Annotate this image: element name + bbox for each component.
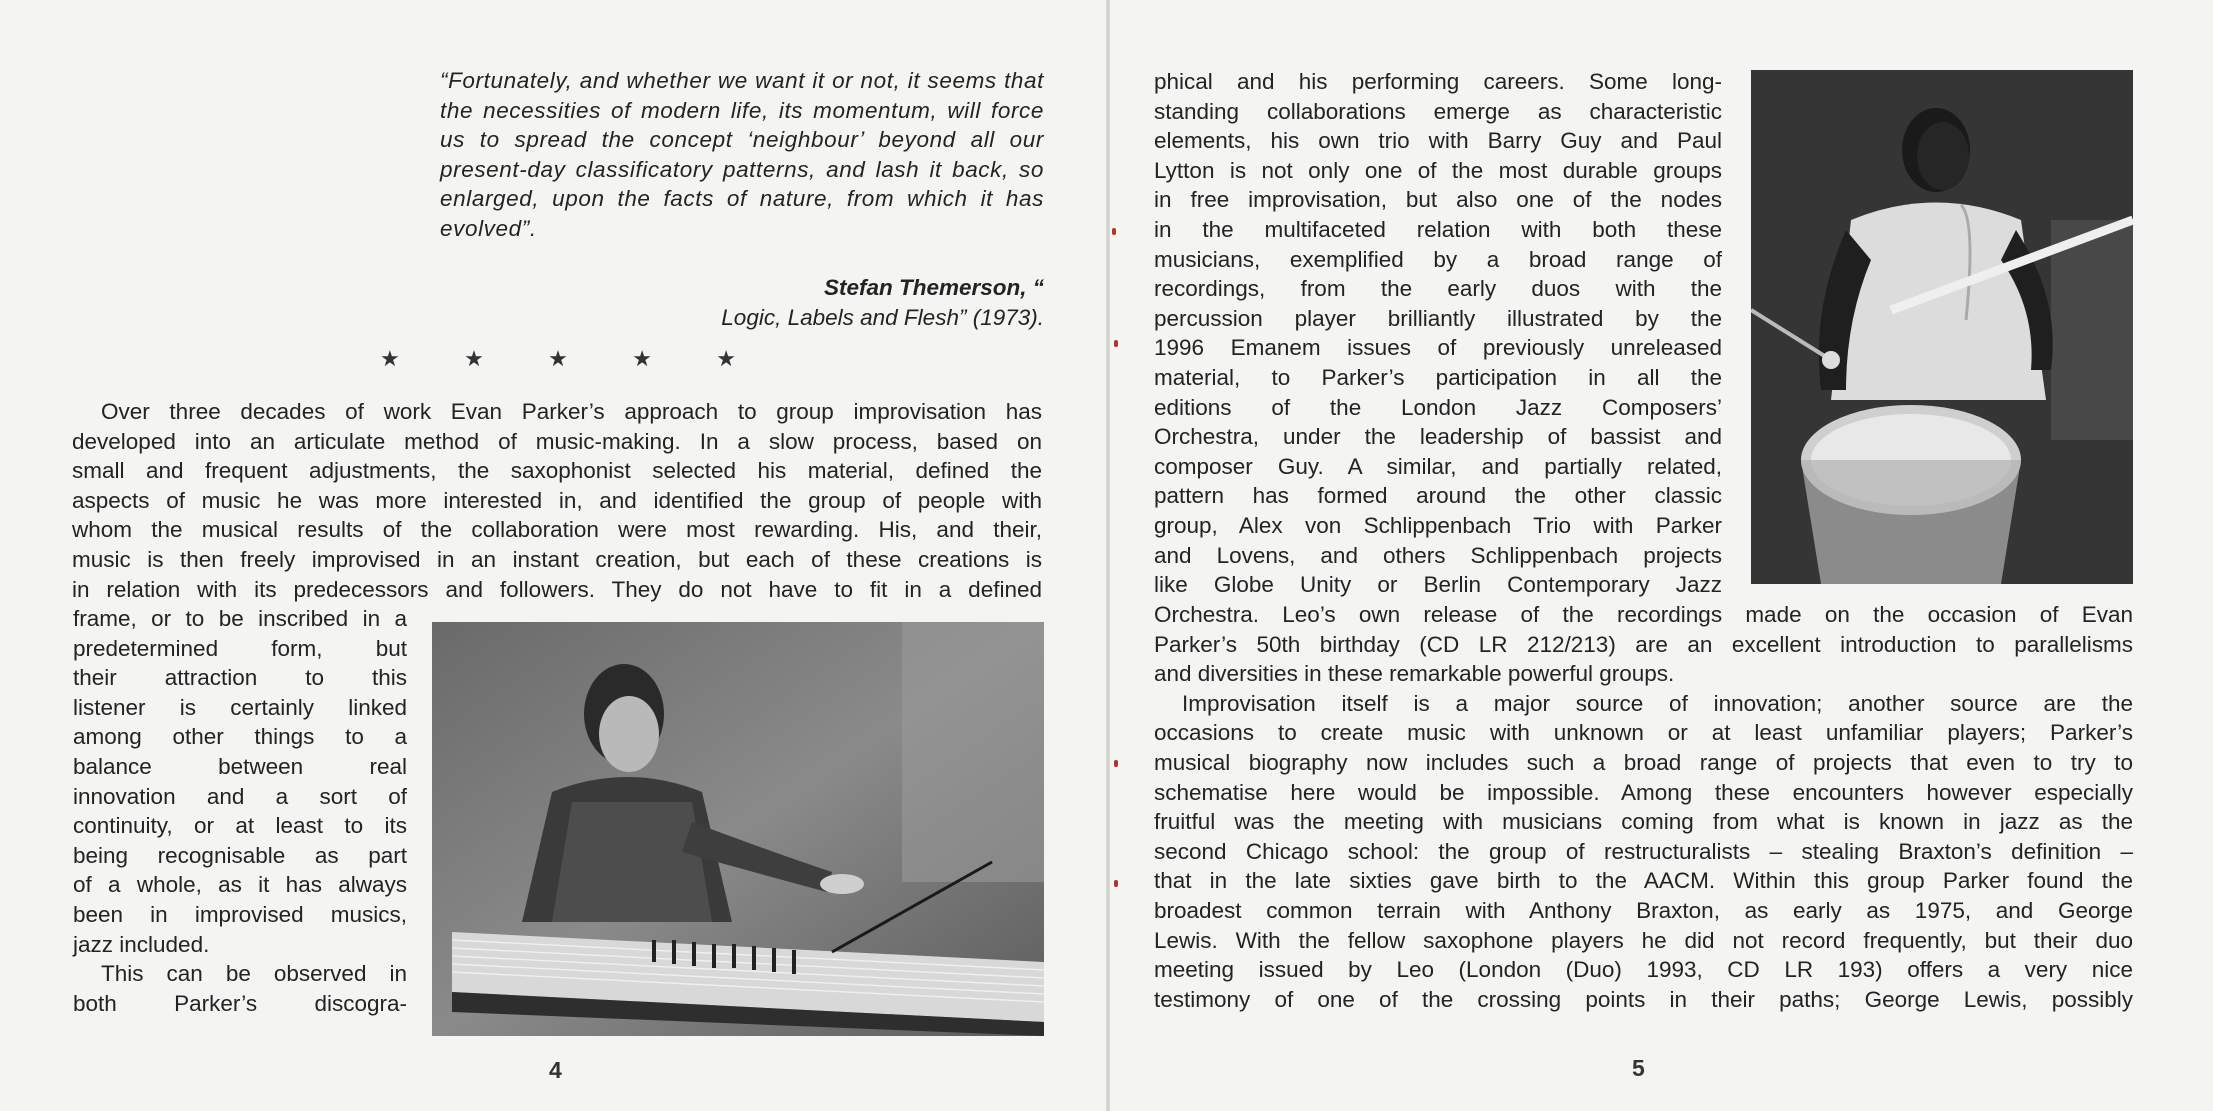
text-line: meeting issued by Leo (London (Duo) 1993, CD LR 193) offers a very nice <box>1154 957 2133 983</box>
star-icon: ★ <box>548 346 568 371</box>
text-line: developed into an articulate method of music-making. In a slow process, based on <box>72 428 1042 454</box>
text-line: 1996 Emanem issues of previously unreleased <box>1154 335 1722 361</box>
attribution-work: Logic, Labels and Flesh” (1973). <box>721 304 1044 330</box>
left-body-wide <box>73 397 1042 604</box>
attribution-author: Stefan Themerson, “ <box>823 275 1044 300</box>
text-line: jazz included. <box>73 931 210 957</box>
text-line: both Parker’s discogra- <box>73 990 407 1016</box>
text-line: innovation and a sort of <box>73 783 407 809</box>
text-line: small and frequent adjustments, the saxophonist selected his material, defined the <box>72 458 1042 484</box>
text-line: musicians, exemplified by a broad range of <box>1154 246 1722 272</box>
text-line: continuity, or at least to its <box>73 813 407 839</box>
text-line: group, Alex von Schlippenbach Trio with Parker <box>1154 512 1722 538</box>
text-line: that in the late sixties gave birth to the AACM. Within this group Parker found the <box>1154 868 2133 894</box>
text-line: music is then freely improvised in an instant creation, but each of these creations is <box>72 546 1042 572</box>
binding-mark <box>1114 340 1118 347</box>
text-line: schematise here would be impossible. Among these encounters however especially <box>1154 779 2133 805</box>
text-line: fruitful was the meeting with musicians coming from what is known in jazz as the <box>1154 809 2133 835</box>
star-icon: ★ <box>464 346 484 371</box>
binding-mark <box>1114 880 1118 887</box>
text-line: of a whole, as it has always <box>73 872 407 898</box>
left-body-narrow <box>73 604 407 1018</box>
text-line: listener is certainly linked <box>73 694 407 720</box>
text-line: Parker’s 50th birthday (CD LR 212/213) are an excellent introduction to parallelisms <box>1154 631 2133 657</box>
text-line: and diversities in these remarkable powerful groups. <box>1154 661 1675 687</box>
text-line: balance between real <box>73 753 407 779</box>
text-line: in the multifaceted relation with both these <box>1154 216 1722 242</box>
koto-player-image <box>432 622 1044 1036</box>
binding-mark <box>1114 760 1118 767</box>
star-icon: ★ <box>380 346 400 371</box>
text-line: Over three decades of work Evan Parker’s approach to group improvisation has <box>101 399 1042 424</box>
text-line: Lewis. With the fellow saxophone players he did not record frequently, but their duo <box>1154 927 2133 953</box>
text-line: phical and his performing careers. Some long- <box>1154 69 1722 94</box>
binding-mark <box>1112 228 1116 235</box>
text-line: testimony of one of the crossing points in their paths; George Lewis, possibly <box>1154 986 2133 1012</box>
text-line: aspects of music he was more interested in, and identified the group of people with <box>72 487 1042 513</box>
text-line: whom the musical results of the collaboration were most rewarding. His, and their, <box>72 517 1042 543</box>
epigraph-quote: “Fortunately, and whether we want it or not, it seems that the necessities of modern life, its momentum, will force us to spread the concept ‘neighbour’ beyond all our present-day classificatory patterns, and lash it back, so enlarged, upon the facts of nature, from which it has evolved”. <box>440 68 1044 241</box>
text-line: like Globe Unity or Berlin Contemporary Jazz <box>1154 572 1722 598</box>
photo-koto-player <box>432 622 1044 1036</box>
text-line: their attraction to this <box>73 665 407 691</box>
text-line: Orchestra. Leo’s own release of the recordings made on the occasion of Evan <box>1154 602 2133 627</box>
text-line: predetermined form, but <box>73 635 407 661</box>
right-body-narrow <box>1154 67 1722 600</box>
text-line: Lytton is not only one of the most durable groups <box>1154 157 1722 183</box>
text-line: Improvisation itself is a major source of innovation; another source are the <box>1182 690 2133 716</box>
text-line: been in improvised musics, <box>73 901 407 927</box>
text-line: in relation with its predecessors and followers. They do not have to fit in a defined <box>72 576 1042 602</box>
text-line: material, to Parker’s participation in all the <box>1154 364 1722 390</box>
text-line: in free improvisation, but also one of the nodes <box>1154 187 1722 213</box>
page-number: 5 <box>1632 1055 1645 1081</box>
text-line: musical biography now includes such a broad range of projects that even to try to <box>1154 749 2133 775</box>
text-line: pattern has formed around the other classic <box>1154 483 1722 509</box>
text-line: second Chicago school: the group of restructuralists – stealing Braxton’s definition – <box>1154 838 2133 864</box>
text-line: standing collaborations emerge as characteristic <box>1154 98 1722 124</box>
text-line: being recognisable as part <box>73 842 407 868</box>
right-body-wide <box>1154 600 2133 1014</box>
left-page <box>0 0 1106 1111</box>
star-icon: ★ <box>632 346 652 371</box>
text-line: elements, his own trio with Barry Guy and Paul <box>1154 128 1722 154</box>
text-line: among other things to a <box>73 724 407 750</box>
epigraph-attribution <box>440 273 1044 332</box>
star-icon: ★ <box>716 346 736 371</box>
text-line: Orchestra, under the leadership of bassist and <box>1154 424 1722 450</box>
text-line: composer Guy. A similar, and partially related, <box>1154 453 1722 479</box>
text-line: This can be observed in <box>101 961 407 987</box>
text-line: recordings, from the early duos with the <box>1154 276 1722 302</box>
text-line: broadest common terrain with Anthony Braxton, as early as 1975, and George <box>1154 897 2133 923</box>
text-line: percussion player brilliantly illustrated by the <box>1154 305 1722 331</box>
photo-drummer <box>1751 70 2133 584</box>
right-page <box>1110 0 2213 1111</box>
page-number: 4 <box>549 1057 562 1083</box>
text-line: occasions to create music with unknown or at least unfamiliar players; Parker’s <box>1154 720 2133 746</box>
text-line: frame, or to be inscribed in a <box>73 606 407 631</box>
drummer-image <box>1751 70 2133 584</box>
text-line: and Lovens, and others Schlippenbach projects <box>1154 542 1722 568</box>
section-divider-stars <box>380 346 736 372</box>
text-line: editions of the London Jazz Composers’ <box>1154 394 1722 420</box>
